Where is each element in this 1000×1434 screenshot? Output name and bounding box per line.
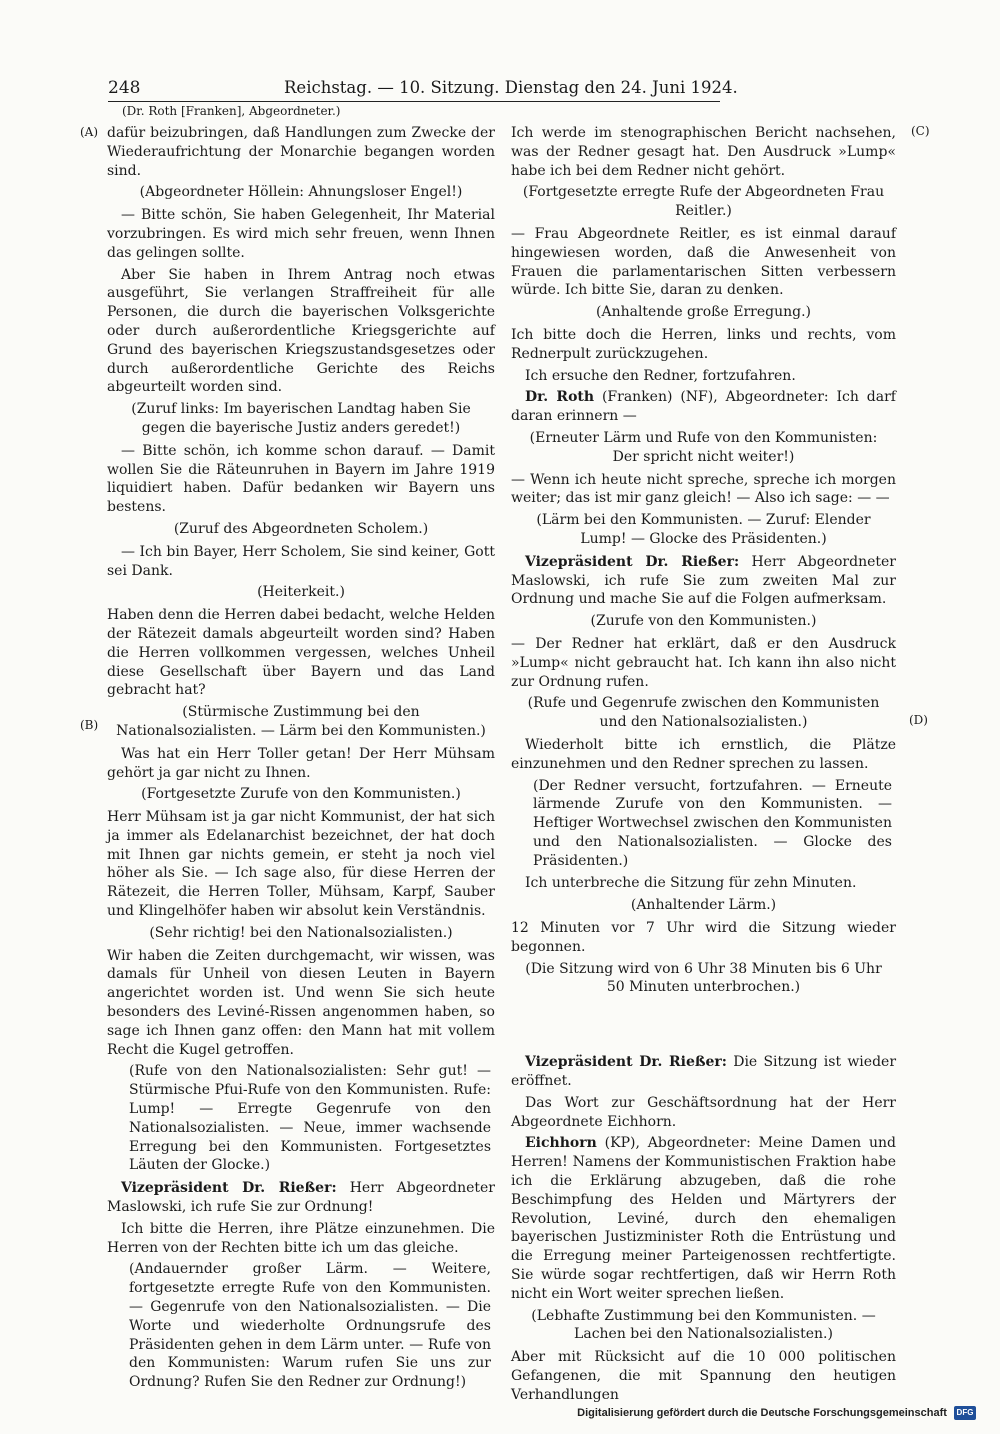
paragraph: 12 Minuten vor 7 Uhr wird die Sitzung wieder begonnen. bbox=[511, 920, 896, 955]
page-number: 248 bbox=[108, 78, 141, 98]
margin-marker-d: (D) bbox=[909, 713, 928, 727]
paragraph: — Frau Abgeordnete Reitler, es ist einmal darauf hingewiesen worden, daß die Anwesenheit von Frauen die parlamentarischen Sitten verbessern würde. Ich bitte Sie, daran zu denken. bbox=[511, 225, 896, 299]
stage-direction: (Fortgesetzte erregte Rufe der Abgeordneten Frau Reitler.) bbox=[522, 184, 885, 220]
speaker-name: Dr. Roth bbox=[525, 389, 595, 406]
paragraph: Ich bitte doch die Herren, links und rechts, vom Rednerpult zurückzugehen. bbox=[511, 326, 896, 362]
paragraph: — Bitte schön, ich komme schon darauf. — Damit wollen Sie die Räteunruhen in Bayern im Jahre 1919 liquidiert haben. Dafür bedanken wir Bayern uns bestens. bbox=[107, 442, 495, 516]
speech-text: Herr Abgeordneter Maslowski, ich rufe Sie zur Ordnung! bbox=[107, 1180, 495, 1216]
stage-direction: (Erneuter Lärm und Rufe von den Kommunisten: Der spricht nicht weiter!) bbox=[529, 429, 878, 465]
digitization-footer bbox=[577, 1406, 976, 1420]
margin-marker-c: (C) bbox=[911, 124, 930, 138]
stage-direction: (Lärm bei den Kommunisten. — Zuruf: Elender Lump! — Glocke des Präsidenten.) bbox=[536, 512, 871, 547]
paragraph: Was hat ein Herr Toller getan! Der Herr Mühsam gehört ja gar nicht zu Ihnen. bbox=[107, 745, 495, 781]
speech-paragraph bbox=[511, 553, 896, 609]
left-column bbox=[107, 124, 495, 1396]
margin-marker-a: (A) bbox=[80, 125, 99, 139]
speech-text: Die Sitzung ist wieder eröffnet. bbox=[511, 1054, 897, 1090]
stage-direction: (Zuruf links: Im bayerischen Landtag haben Sie gegen die bayerische Justiz anders geredet!) bbox=[131, 401, 471, 436]
paragraph: Ich werde im stenographischen Bericht nachsehen, was der Redner gesagt hat. Den Ausdruck »Lump« habe ich bei dem Redner nicht gehört. bbox=[511, 125, 896, 179]
speaker-name: Eichhorn bbox=[525, 1135, 597, 1152]
paragraph: Aber Sie haben in Ihrem Antrag noch etwas ausgeführt, Sie verlangen Straffreiheit für alle Personen, die durch die bayerischen Volksgerichte oder durch außerordentliche Kriegsgerichte auf Grund des bayerischen Kriegszustandsgesetzes oder durch außerordentliche Gerichte des Reichs abgeurteilt worden sind. bbox=[107, 266, 495, 396]
paragraph: — Ich bin Bayer, Herr Scholem, Sie sind keiner, Gott sei Dank. bbox=[107, 543, 495, 579]
header-title: Reichstag. — 10. Sitzung. Dienstag den 24. Juni 1924. bbox=[284, 78, 738, 97]
stage-direction: (Anhaltender Lärm.) bbox=[630, 897, 777, 914]
paragraph: — Der Redner hat erklärt, daß er den Ausdruck »Lump« nicht gebraucht hat. Ich kann ihn also nicht zur Ordnung rufen. bbox=[511, 635, 896, 690]
stage-direction: (Zurufe von den Kommunisten.) bbox=[590, 613, 817, 630]
stage-direction: (Rufe von den Nationalsozialisten: Sehr gut! — Stürmische Pfui-Rufe von den Kommunisten. Rufe: Lump! — Erregte Gegenrufe von den Nationalsozialisten. — Neue, immer wachsende Erregung bei den Kommunisten. Fortgesetztes Läuten der Glocke.) bbox=[129, 1063, 491, 1174]
paragraph: Ich bitte die Herren, ihre Plätze einzunehmen. Die Herren von der Rechten bitte ich um das gleiche. bbox=[107, 1220, 495, 1256]
paragraph: Ich ersuche den Redner, fortzufahren. bbox=[525, 367, 796, 384]
paragraph: Herr Mühsam ist ja gar nicht Kommunist, der hat sich ja immer als Edelanarchist bezeichnet, der hat doch mit Ihnen gar nichts gemein, er steht ja noch viel höher als Sie. — Ich sage also, für diese Herren der Rätezeit, die Herren Toller, Mühsam, Karpf, Sauber und Klingelhöfer haben wir absolut kein Verständnis. bbox=[107, 809, 495, 920]
paragraph: Aber mit Rücksicht auf die 10 000 politischen Gefangenen, die mit Spannung den heutigen Verhandlungen bbox=[511, 1349, 896, 1403]
speaker-line: (Dr. Roth [Franken], Abgeordneter.) bbox=[122, 104, 341, 118]
stage-direction: (Die Sitzung wird von 6 Uhr 38 Minuten bis 6 Uhr 50 Minuten unterbrochen.) bbox=[525, 960, 882, 996]
stage-direction: (Andauernder großer Lärm. — Weitere, fortgesetzte erregte Rufe von den Kommunisten. — Gegenrufe von den Nationalsozialisten. — Die Worte und wiederholte Ordnungsrufe des Präsidenten gehen in dem Lärm unter. — Rufe von den Kommunisten: Warum rufen Sie uns zur Ordnung? Rufen Sie den Redner zur Ordnung!) bbox=[129, 1261, 491, 1391]
stage-direction: (Fortgesetzte Zurufe von den Kommunisten.) bbox=[141, 786, 461, 803]
paragraph: — Wenn ich heute nicht spreche, spreche ich morgen weiter; das ist mir ganz gleich! — Also ich sage: — — bbox=[511, 471, 896, 507]
header-rule bbox=[108, 101, 720, 102]
running-header bbox=[108, 78, 738, 102]
stage-direction: (Abgeordneter Höllein: Ahnungsloser Engel!) bbox=[139, 184, 463, 201]
speech-paragraph bbox=[511, 388, 896, 426]
margin-marker-b: (B) bbox=[80, 718, 99, 732]
paragraph: Das Wort zur Geschäftsordnung hat der Herr Abgeordnete Eichhorn. bbox=[511, 1094, 896, 1130]
speaker-name: Vizepräsident Dr. Rießer: bbox=[525, 1054, 727, 1071]
paragraph: Ich unterbreche die Sitzung für zehn Minuten. bbox=[525, 875, 857, 892]
paragraph: — Bitte schön, Sie haben Gelegenheit, Ihr Material vorzubringen. Es wird mich sehr freuen, wenn Ihnen das gelingen sollte. bbox=[107, 207, 495, 261]
footer-text: Digitalisierung gefördert durch die Deutsche Forschungsgemeinschaft bbox=[577, 1406, 947, 1419]
stage-direction: (Zuruf des Abgeordneten Scholem.) bbox=[173, 520, 429, 537]
stage-direction: (Heiterkeit.) bbox=[257, 584, 345, 601]
paragraph: Wir haben die Zeiten durchgemacht, wir wissen, was damals für Unheil von diesen Leuten in Bayern angerichtet worden ist. Und wenn Sie sich heute besonders des Leviné-Rissen angenommen haben, so sage ich Ihnen ganz offen: den Mann hat mit vollem Recht die Kugel getroffen. bbox=[107, 947, 495, 1058]
speaker-name: Vizepräsident Dr. Rießer: bbox=[525, 553, 740, 570]
speech-paragraph bbox=[511, 1053, 896, 1091]
stage-direction: (Rufe und Gegenrufe zwischen den Kommunisten und den Nationalsozialisten.) bbox=[527, 695, 880, 731]
speech-paragraph bbox=[511, 1134, 896, 1303]
speech-text: (Franken) (NF), Abgeordneter: Ich darf daran erinnern — bbox=[511, 389, 896, 425]
dfg-logo: DFG bbox=[954, 1406, 976, 1420]
stage-direction: (Der Redner versucht, fortzufahren. — Erneute lärmende Zurufe von den Kommunisten. — Heftiger Wortwechsel zwischen den Kommunisten und den Nationalsozialisten. — Glocke des Präsidenten.) bbox=[533, 777, 892, 869]
paragraph: Haben denn die Herren dabei bedacht, welche Helden der Rätezeit damals abgeurteilt worden sind? Haben die Herren vollkommen vergessen, welches Unheil diese Gesellschaft über Bayern und das Land gebracht hat? bbox=[107, 607, 495, 699]
paragraph: Wiederholt bitte ich ernstlich, die Plätze einzunehmen und den Redner sprechen zu lassen. bbox=[511, 736, 896, 772]
stage-direction: (Anhaltende große Erregung.) bbox=[596, 304, 811, 321]
speech-paragraph bbox=[107, 1179, 495, 1217]
speaker-name: Vizepräsident Dr. Rießer: bbox=[121, 1180, 337, 1197]
stage-direction: (Sehr richtig! bei den Nationalsozialisten.) bbox=[149, 924, 453, 941]
speech-text: (KP), Abgeordneter: Meine Damen und Herren! Namens der Kommunistischen Fraktion habe ich die Erklärung abzugeben, daß die rohe Beschimpfung des Helden und Märtyrers der Revolution, Leviné, durch den ehemaligen bayerischen Justizminister Roth die Entrüstung und die Erregung meiner Parteigenossen rechtfertigte. Sie würde sogar rechtfertigen, daß wir Herrn Roth nicht ein Wort weiter sprechen ließen. bbox=[511, 1135, 896, 1302]
stage-direction: (Stürmische Zustimmung bei den Nationalsozialisten. — Lärm bei den Kommunisten.) bbox=[116, 704, 486, 739]
right-column bbox=[511, 124, 896, 1408]
speech-text: Herr Abgeordneter Maslowski, ich rufe Sie zum zweiten Mal zur Ordnung und mache Sie auf die Folgen aufmerksam. bbox=[511, 553, 896, 608]
stage-direction: (Lebhafte Zustimmung bei den Kommunisten. — Lachen bei den Nationalsozialisten.) bbox=[531, 1307, 876, 1343]
section-gap bbox=[511, 1001, 896, 1053]
paragraph: dafür beizubringen, daß Handlungen zum Zwecke der Wiederaufrichtung der Monarchie begangen worden sind. bbox=[107, 125, 495, 179]
